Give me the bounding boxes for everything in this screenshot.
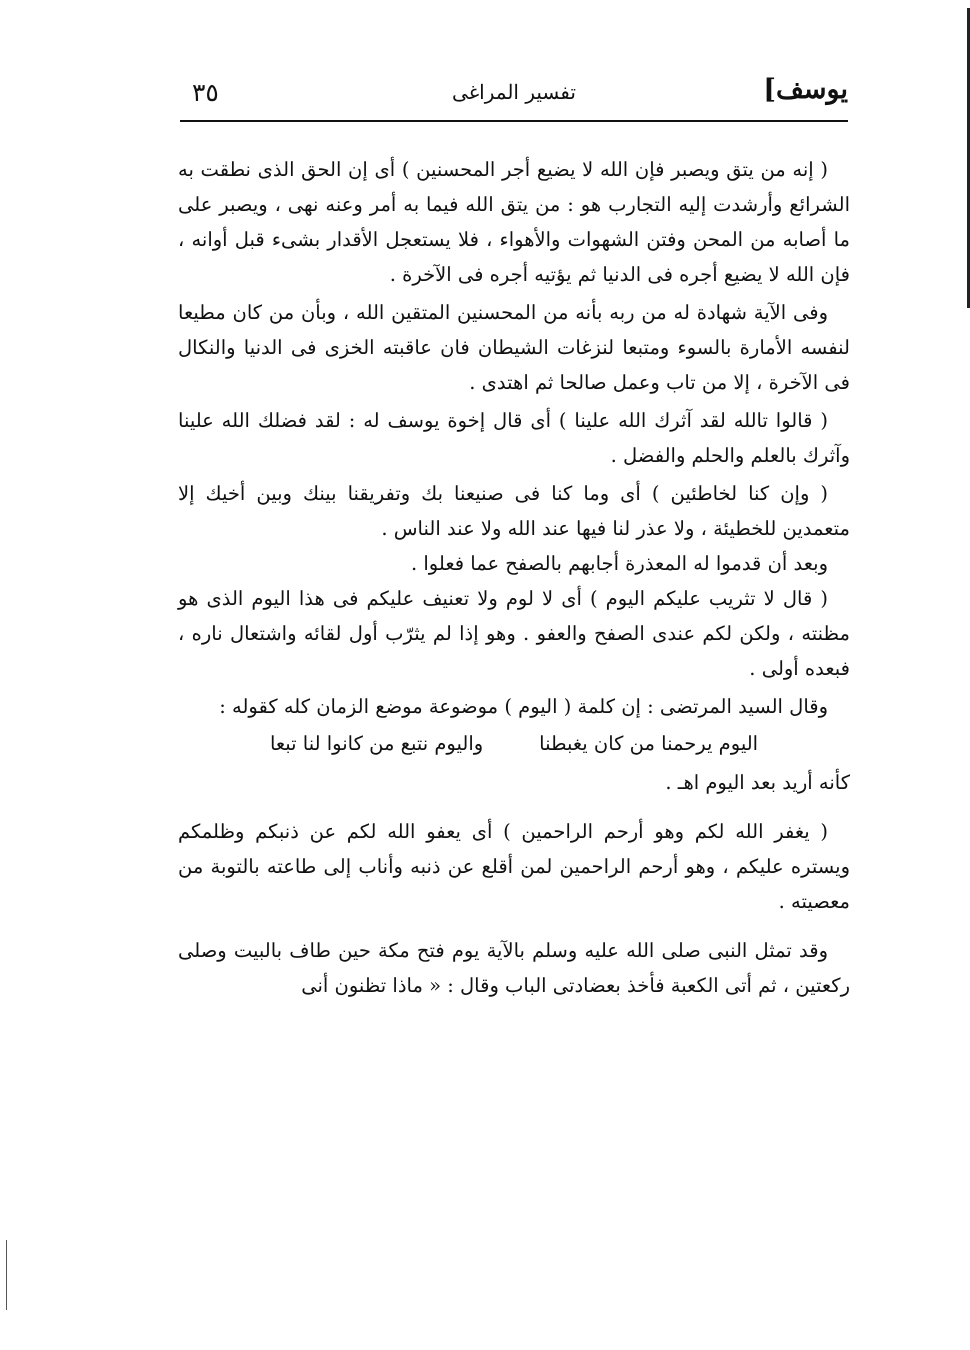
page-number: ٣٥	[192, 78, 219, 107]
verse-first-hemistich: اليوم يرحمنا من كان يغبطنا	[539, 732, 759, 755]
poetry-verse	[178, 726, 850, 761]
paragraph-1: ( إنه من يتق ويصبر فإن الله لا يضيع أجر المحسنين ) أى إن الحق الذى نطقت به الشرائع وأرشدت إليه التجارب هو : من يتق الله فيما به أمر وعنه نهى ، ويصبر على ما أصابه من المحن وفتن الشهوات والأهواء ، فلا يستعجل الأقدار بشىء قبل أوانه ، فإن الله لا يضيع أجره فى الدنيا ثم يؤتيه أجره فى الآخرة .	[178, 158, 850, 286]
paragraph-6: ( قال لا تثريب عليكم اليوم ) أى لا لوم ولا تعنيف عليكم فى هذا اليوم الذى هو مظنته ، ولكن لكم عندى الصفح والعفو . وهو إذا لم يثرّب أول لقائه واشتعال ناره ، فبعده أولى .	[178, 587, 850, 680]
scan-mark	[6, 1240, 7, 1310]
paragraph-9: ( يغفر الله لكم وهو أرحم الراحمين ) أى يعفو الله لكم عن ذنبكم وظلمكم ويستره عليكم ، وهو أرحم الراحمين لمن أقلع عن ذنبه وأناب إلى طاعته بالتوبة من معصيته .	[178, 820, 850, 913]
paragraph-3: ( قالوا تالله لقد آثرك الله علينا ) أى قال إخوة يوسف له : لقد فضلك الله علينا وآثرك بالعلم والحلم والفضل .	[178, 409, 850, 467]
paragraph-8: كأنه أريد بعد اليوم اهـ .	[665, 771, 850, 794]
paragraph-10: وقد تمثل النبى صلى الله عليه وسلم بالآية يوم فتح مكة حين طاف بالبيت وصلى ركعتين ، ثم أتى الكعبة فأخذ بعضادتى الباب وقال : « ماذا تظنون أنى	[178, 939, 850, 997]
page-header	[180, 66, 848, 122]
book-title: تفسير المراغى	[452, 80, 576, 104]
paragraph-4: ( وإن كنا لخاطئين ) أى وما كنا فى صنيعنا بك وتفريقنا بينك وبين أخيك إلا متعمدين للخطيئة ، ولا عذر لنا فيها عند الله ولا عند الناس .	[178, 482, 850, 540]
surah-name: يوسف]	[763, 74, 848, 105]
header-rule	[180, 120, 848, 122]
paragraph-5: وبعد أن قدموا له المعذرة أجابهم بالصفح عما فعلوا .	[410, 552, 828, 575]
verse-second-hemistich: واليوم نتبع من كانوا لنا تبعا	[269, 732, 484, 755]
paragraph-2: وفى الآية شهادة له من ربه بأنه من المحسنين المتقين الله ، وبأن من كان مطيعا لنفسه الأمارة بالسوء ومتبعا لنزغات الشيطان فان عاقبته الخزى فى الدنيا والنكال فى الآخرة ، إلا من تاب وعمل صالحا ثم اهتدى .	[178, 301, 850, 394]
paragraph-7: وقال السيد المرتضى : إن كلمة ( اليوم ) موضوعة موضع الزمان كله كقوله :	[219, 695, 828, 718]
page-body	[178, 152, 850, 1003]
